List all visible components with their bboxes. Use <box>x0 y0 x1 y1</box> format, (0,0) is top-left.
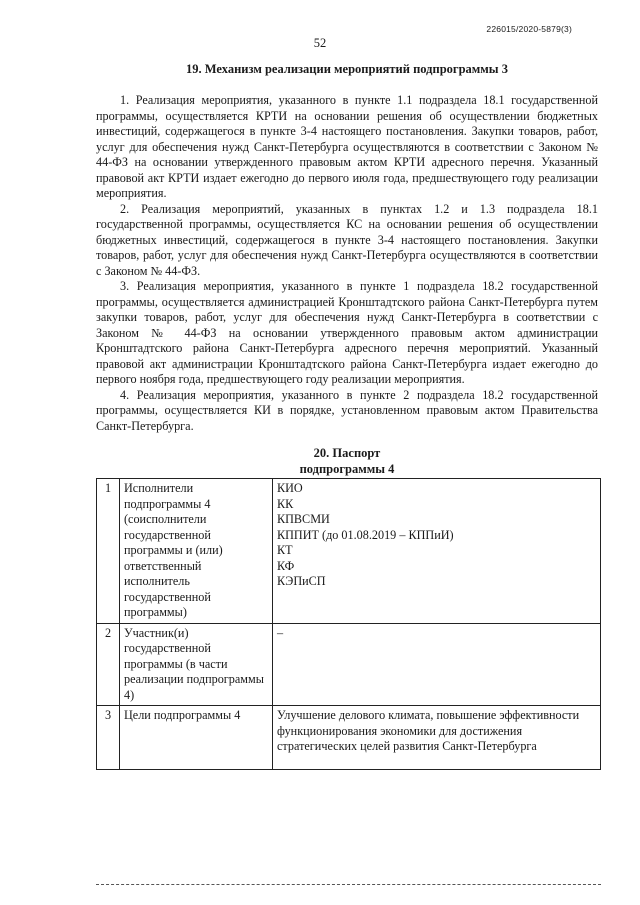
section-19-paragraph-2: 2. Реализация мероприятий, указанных в пунктах 1.2 и 1.3 подраздела 18.1 государственной программы, осуществляется КС на основании решения об осуществлении бюджетных инвестиций, содержащегося в пункте 3-4 настоящего постановления. Закупки товаров, работ, услуг для обеспечения нужд Санкт-Петербурга осуществляются в соответствии с Законом № 44-ФЗ. <box>96 201 598 278</box>
section-19-title: 19. Механизм реализации мероприятий подпрограммы 3 <box>186 62 508 76</box>
executor-item: КИО <box>277 481 303 495</box>
page-number: 52 <box>313 36 327 50</box>
row-value <box>273 479 601 624</box>
participant-item: – <box>277 625 284 640</box>
section-20-title-line-2: подпрограммы 4 <box>299 461 395 476</box>
passport-table <box>96 478 601 770</box>
document-id: 226015/2020-5879(3) <box>486 24 572 34</box>
row-value <box>273 623 601 706</box>
row-number: 3 <box>97 706 120 770</box>
executor-item: КПВСМИ <box>277 512 330 526</box>
section-19-paragraph-3: 3. Реализация мероприятия, указанного в пункте 1 подраздела 18.2 государственной программы, осуществляется администрацией Кронштадтского района Санкт-Петербурга путем закупки товаров, работ, услуг для обеспечения нужд Санкт-Петербурга в соответствии с Законом № 44-ФЗ на основании утвержденного правовым актом администрации Кронштадтского района Санкт-Петербурга адресного перечня мероприятий. Указанный правовой акт администрации Кронштадтского района Санкт-Петербурга издает ежегодно до первого ноября года, предшествующего году реализации мероприятия. <box>96 279 598 386</box>
table-row <box>97 706 601 770</box>
table-row <box>97 479 601 624</box>
page-bottom-divider <box>96 884 601 885</box>
row-number: 1 <box>97 479 120 624</box>
row-number: 2 <box>97 623 120 706</box>
section-20-title <box>96 446 598 477</box>
row-value <box>273 706 601 770</box>
section-19-paragraph-1: 1. Реализация мероприятия, указанного в пункте 1.1 подраздела 18.1 государственной программы, осуществляется КРТИ на основании решения об осуществлении бюджетных инвестиций, содержащегося в пункте 3-4 настоящего постановления. Закупки товаров, работ, услуг для обеспечения нужд Санкт-Петербурга осуществляются в соответствии с Законом № 44-ФЗ на основании утвержденного правовым актом КРТИ адресного перечня. Указанный правовой акт КРТИ издает ежегодно до первого июля года, предшествующего году реализации мероприятия. <box>96 93 598 200</box>
executor-item: КТ <box>277 543 293 557</box>
row-label: Цели подпрограммы 4 <box>120 706 273 770</box>
section-20-title-line-1: 20. Паспорт <box>313 446 381 460</box>
table-row <box>97 623 601 706</box>
goal-text: Улучшение делового климата, повышение эффективности функционирования экономики для достижения стратегических целей развития Санкт-Петербурга <box>277 708 580 753</box>
row-label: Исполнители подпрограммы 4 (соисполнители государственной программы и (или) ответственный исполнитель государственной программы) <box>120 479 273 624</box>
executor-item: КЭПиСП <box>277 574 326 588</box>
page-content <box>96 62 598 487</box>
section-19-paragraph-4: 4. Реализация мероприятия, указанного в пункте 2 подраздела 18.2 государственной программы, осуществляется КИ в порядке, установленном правовым актом Правительства Санкт-Петербурга. <box>96 387 598 433</box>
executor-item: КК <box>277 496 294 511</box>
executor-item: КППИТ (до 01.08.2019 – КППиИ) <box>277 527 454 542</box>
executor-item: КФ <box>277 558 295 573</box>
row-label: Участник(и) государственной программы (в части реализации подпрограммы 4) <box>120 623 273 706</box>
